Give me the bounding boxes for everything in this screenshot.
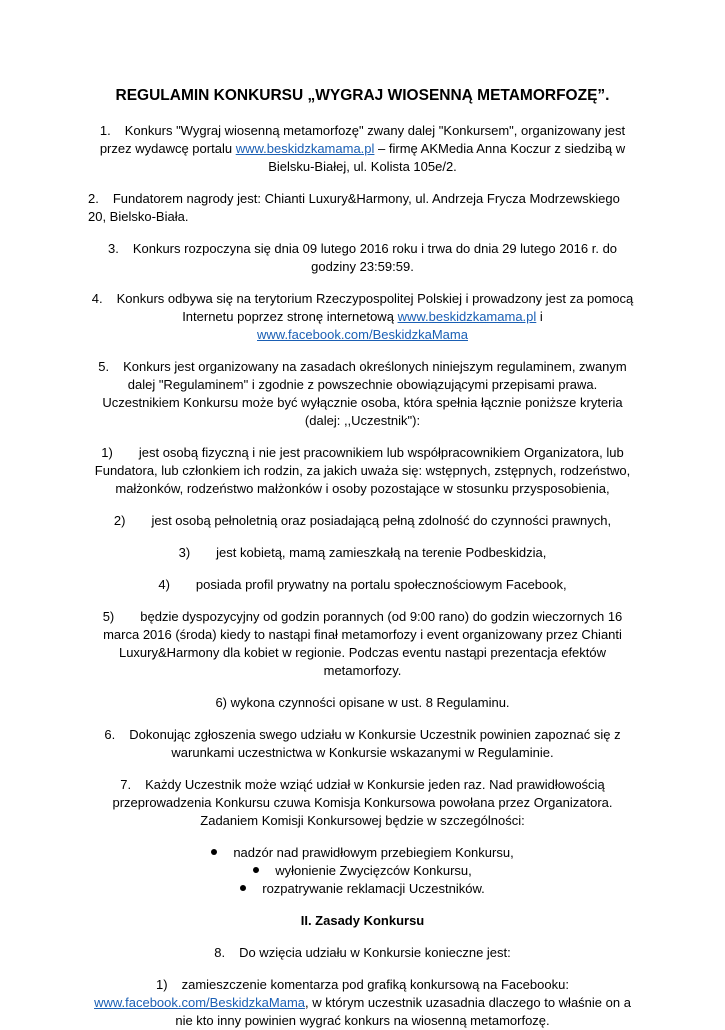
criteria-text: jest osobą pełnoletnią oraz posiadającą pełną zdolność do czynności prawnych, [151, 513, 612, 528]
section-heading: II. Zasady Konkursu [300, 913, 425, 928]
criteria-item-3 [88, 544, 637, 562]
list-item: rozpatrywanie reklamacji Uczestników. [88, 880, 637, 898]
bullet-icon [253, 867, 259, 873]
paragraph-number: 4. [91, 291, 103, 306]
paragraph-3 [88, 240, 637, 276]
beskidzkamama-link[interactable]: www.beskidzkamama.pl [397, 309, 537, 324]
list-item: wyłonienie Zwycięzców Konkursu, [88, 862, 637, 880]
paragraph-number: 6. [104, 727, 116, 742]
criteria-text: posiada profil prywatny na portalu społecznościowym Facebook, [195, 577, 567, 592]
criteria-number: 5) [102, 609, 115, 624]
paragraph-text: Konkurs rozpoczyna się dnia 09 lutego 2016 roku i trwa do dnia 29 lutego 2016 r. do godziny 23:59:59. [132, 241, 618, 274]
criteria-number: 4) [158, 577, 170, 592]
facebook-link[interactable]: www.facebook.com/BeskidzkaMama [257, 327, 468, 342]
paragraph-text: , w którym uczestnik uzasadnia dlaczego to właśnie on a nie kto inny powinien wygrać konkurs na wiosenną metamorfozę. [175, 995, 631, 1028]
paragraph-text: Konkurs jest organizowany na zasadach określonych niniejszym regulaminem, zwanym dalej "Regulaminem" i zgodnie z powszechnie obowiązującymi przepisami prawa. Uczestnikiem Konkursu może być wyłącznie osoba, która spełnia łącznie poniższe kryteria (dalej: ,,Uczestnik"): [102, 359, 627, 428]
paragraph-number: 3. [107, 241, 119, 256]
criteria-item-1 [88, 444, 637, 498]
paragraph-7 [88, 776, 637, 830]
paragraph-text: Każdy Uczestnik może wziąć udział w Konkursie jeden raz. Nad prawidłowością przeprowadzenia Konkursu czuwa Komisja Konkursowa powołana przez Organizatora. Zadaniem Komisji Konkursowej będzie w szczególności: [112, 777, 613, 828]
criteria-item-5 [88, 608, 637, 680]
criteria-number: 2) [113, 513, 126, 528]
paragraph-text: – firmę AKMedia Anna Koczur z siedzibą w Bielsku-Białej, ul. Kolista 105e/2. [268, 141, 626, 174]
bullet-icon [240, 885, 246, 891]
beskidzkamama-link[interactable]: www.beskidzkamama.pl [235, 141, 375, 156]
paragraph-text: Fundatorem nagrody jest: Chianti Luxury&Harmony, ul. Andrzeja Frycza Modrzewskiego 20, Bielsko-Biała. [88, 191, 620, 224]
paragraph-number: 1) [156, 977, 168, 992]
paragraph-number: 7. [120, 777, 132, 792]
criteria-text: jest kobietą, mamą zamieszkałą na terenie Podbeskidzia, [216, 545, 547, 560]
paragraph-text: i [539, 309, 543, 324]
document-title: REGULAMIN KONKURSU „WYGRAJ WIOSENNĄ METAMORFOZĘ”. [115, 87, 610, 104]
paragraph-text: zamieszczenie komentarza pod grafiką konkursową na Facebooku: [181, 977, 569, 992]
paragraph-8 [88, 944, 637, 962]
paragraph-6 [88, 726, 637, 762]
paragraph-text: Konkurs "Wygraj wiosenną metamorfozę" zwany dalej "Konkursem", organizowany jest przez wydawcę portalu [99, 123, 626, 156]
paragraph-8-item-1 [88, 976, 637, 1030]
paragraph-4 [88, 290, 637, 344]
paragraph-text: Dokonując zgłoszenia swego udziału w Konkursie Uczestnik powinien zapoznać się z warunkami uczestnictwa w Konkursie wskazanymi w Regulaminie. [129, 727, 621, 760]
paragraph-number: 8. [214, 945, 226, 960]
criteria-number: 1) [101, 445, 113, 460]
paragraph-text: Konkurs odbywa się na terytorium Rzeczypospolitej Polskiej i prowadzony jest za pomocą Internetu poprzez stronę internetową [116, 291, 634, 324]
paragraph-text: Do wzięcia udziału w Konkursie konieczne jest: [239, 945, 511, 960]
criteria-text: jest osobą fizyczną i nie jest pracownikiem lub współpracownikiem Organizatora, lub Fundatora, lub członkiem ich rodzin, za jakich uważa się: wstępnych, zstępnych, rodzeństwo, małżonków, rodzeństwo małżonków i osoby pozostające w stosunku przysposobienia, [94, 445, 631, 496]
paragraph-number: 1. [99, 123, 111, 138]
list-item: nadzór nad prawidłowym przebiegiem Konkursu, [88, 844, 637, 862]
bullet-icon [211, 849, 217, 855]
paragraph-number: 2. [88, 191, 99, 206]
criteria-item-6 [88, 694, 637, 712]
paragraph-2 [88, 190, 637, 226]
paragraph-5 [88, 358, 637, 430]
facebook-link[interactable]: www.facebook.com/BeskidzkaMama [94, 995, 306, 1010]
paragraph-1 [88, 122, 637, 176]
criteria-number: 3) [178, 545, 191, 560]
criteria-text: będzie dyspozycyjny od godzin porannych (od 9:00 rano) do godzin wieczornych 16 marca 2016 (środa) kiedy to nastąpi finał metamorfozy i event organizowany przez Chianti Luxury&Harmony dla kobiet w regionie. Podczas eventu nastąpi prezentacja efektów metamorfozy. [103, 609, 623, 678]
criteria-item-4 [88, 576, 637, 594]
criteria-text: 6) wykona czynności opisane w ust. 8 Regulaminu. [215, 695, 510, 710]
paragraph-number: 5. [98, 359, 110, 374]
duties-list [88, 844, 637, 898]
criteria-item-2 [88, 512, 637, 530]
